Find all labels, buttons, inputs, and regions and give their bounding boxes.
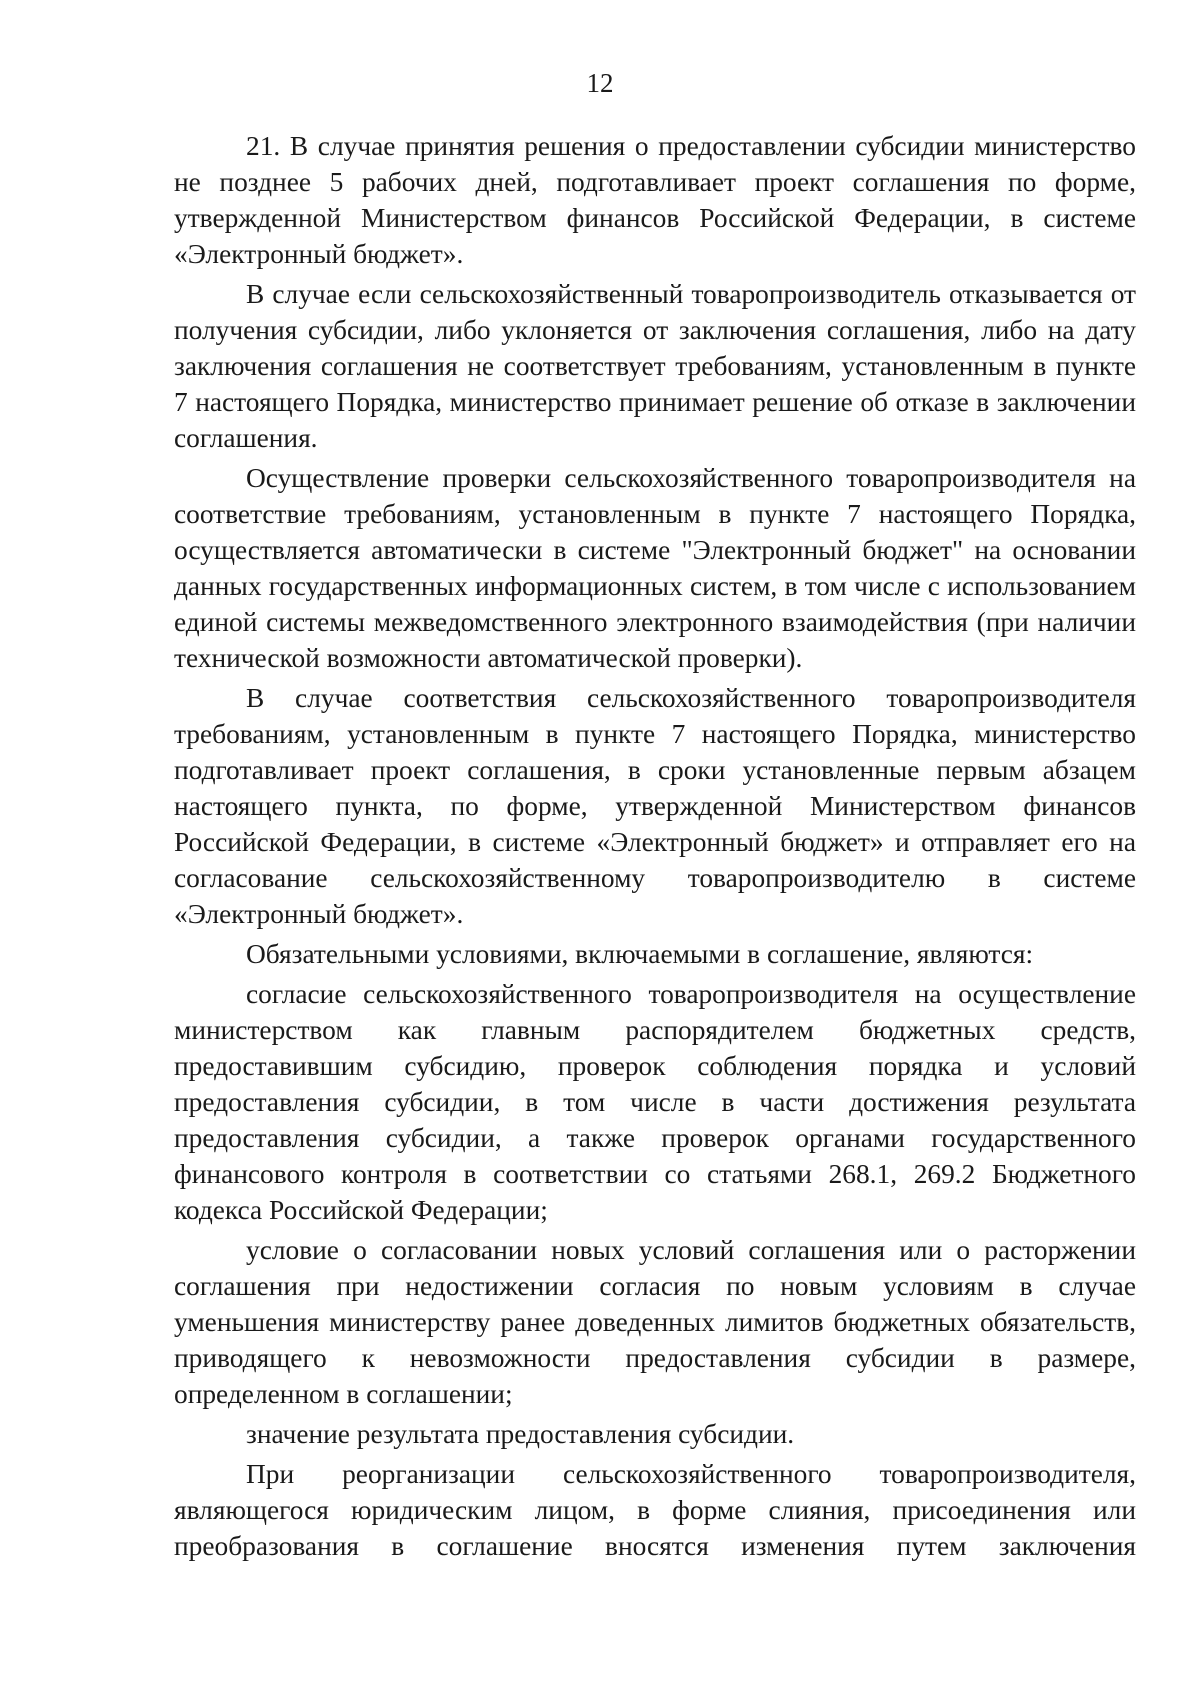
paragraph-new-terms-condition: условие о согласовании новых условий соглашения или о расторжении соглашения при недостижении согласия по новым условиям в случае уменьшения министерству ранее доведенных лимитов бюджетных обязательств, приводящего к невозможности предоставления субсидии в размере, определенном в соглашении; [174, 1235, 1136, 1409]
page-number: 12 [586, 68, 614, 98]
paragraph-reorganization: При реорганизации сельскохозяйственного товаропроизводителя, являющегося юридическим лицом, в форме слияния, присоединения или преобразования в соглашение вносятся изменения путем заключения [174, 1459, 1136, 1561]
paragraph-21: 21. В случае принятия решения о предоставлении субсидии министерство не позднее 5 рабочих дней, подготавливает проект соглашения по форме, утвержденной Министерством финансов Российской Федерации, в системе «Электронный бюджет». [174, 131, 1136, 269]
document-body [174, 128, 1136, 1564]
paragraph-compliance: В случае соответствия сельскохозяйственного товаропроизводителя требованиям, установленным в пункте 7 настоящего Порядка, министерство подготавливает проект соглашения, в сроки установленные первым абзацем настоящего пункта, по форме, утвержденной Министерством финансов Российской Федерации, в системе «Электронный бюджет» и отправляет его на согласование сельскохозяйственному товаропроизводителю в системе «Электронный бюджет». [174, 683, 1136, 929]
paragraph-verification: Осуществление проверки сельскохозяйственного товаропроизводителя на соответствие требованиям, установленным в пункте 7 настоящего Порядка, осуществляется автоматически в системе "Электронный бюджет" на основании данных государственных информационных систем, в том числе с использованием единой системы межведомственного электронного взаимодействия (при наличии технической возможности автоматической проверки). [174, 463, 1136, 673]
paragraph-mandatory-conditions: Обязательными условиями, включаемыми в соглашение, являются: [246, 939, 1034, 969]
paragraph-refusal: В случае если сельскохозяйственный товаропроизводитель отказывается от получения субсидии, либо уклоняется от заключения соглашения, либо на дату заключения соглашения не соответствует требованиям, установленным в пункте 7 настоящего Порядка, министерство принимает решение об отказе в заключении соглашения. [174, 279, 1136, 453]
paragraph-result-value: значение результата предоставления субсидии. [246, 1419, 795, 1449]
paragraph-consent-condition: согласие сельскохозяйственного товаропроизводителя на осуществление министерством как главным распорядителем бюджетных средств, предоставившим субсидию, проверок соблюдения порядка и условий предоставления субсидии, в том числе в части достижения результата предоставления субсидии, а также проверок органами государственного финансового контроля в соответствии со статьями 268.1, 269.2 Бюджетного кодекса Российской Федерации; [174, 979, 1136, 1225]
